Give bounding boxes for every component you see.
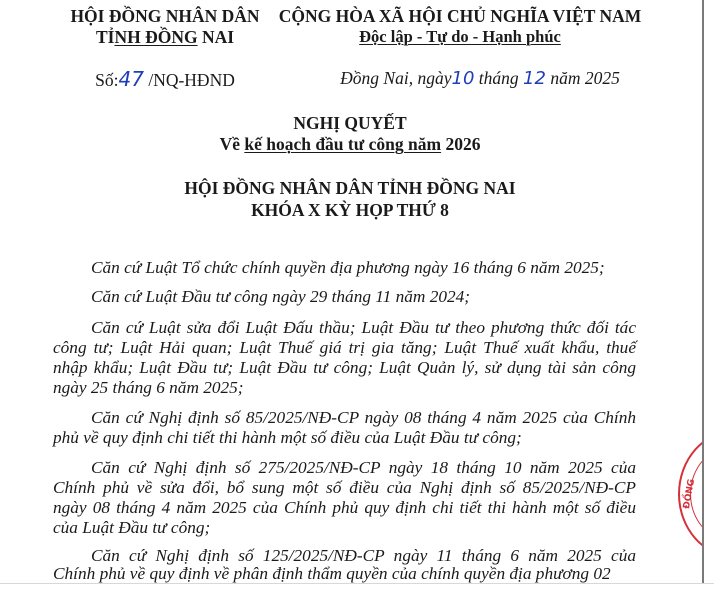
national-title: CỘNG HÒA XÃ HỘI CHỦ NGHĨA VIỆT NAM <box>278 6 642 26</box>
preamble-line: công tư; Luật Hải quan; Luật Thuế giá trị gia tăng; Luật Thuế xuất khẩu, thuế <box>53 338 636 357</box>
preamble-line: Căn cứ Luật Tổ chức chính quyền địa phương ngày 16 tháng 6 năm 2025; <box>91 258 605 277</box>
preamble-line: Căn cứ Nghị định số 275/2025/NĐ-CP ngày 18 tháng 10 năm 2025 của <box>91 458 636 477</box>
preamble-line: Căn cứ Nghị định số 125/2025/NĐ-CP ngày 11 tháng 6 năm 2025 của <box>91 546 636 565</box>
national-motto <box>270 27 650 47</box>
preamble-line: ngày 08 tháng 4 năm 2025 của Chính phủ quy định chi tiết thi hành một số điều <box>53 498 636 517</box>
subject-underlined: kế hoạch đầu tư công năm <box>244 134 442 154</box>
preamble-line: ngày 25 tháng 6 năm 2025; <box>53 378 244 397</box>
page-gap <box>0 584 714 598</box>
date-mid: tháng <box>474 68 524 88</box>
place-date <box>300 68 660 89</box>
preamble-line: phủ về quy định chi tiết thi hành một số điều của Luật Đầu tư công; <box>53 428 522 447</box>
subject-post: 2026 <box>441 134 481 154</box>
date-suffix: năm 2025 <box>545 68 620 88</box>
page-right-edge <box>702 0 704 583</box>
handwritten-number: 47 <box>118 67 144 91</box>
handwritten-day: 10 <box>451 68 475 89</box>
handwritten-month: 12 <box>523 68 546 89</box>
province-name-post: NAI <box>197 27 235 47</box>
preamble-line: Chính phủ về quy định về phân định thẩm quyền của chính quyền địa phương 02 <box>53 564 611 583</box>
issuer-line-1: HỘI ĐỒNG NHÂN DÂN TỈNH ĐỒNG NAI <box>184 178 516 198</box>
motto-text: Độc lập - Tự do - Hạnh phúc <box>359 27 561 46</box>
document-number <box>40 67 290 91</box>
preamble-line: của Luật Đầu tư công; <box>53 518 211 537</box>
province-name <box>40 27 290 48</box>
document-subject <box>150 134 550 155</box>
issuer-line-2: KHÓA X KỲ HỌP THỨ 8 <box>251 200 449 220</box>
preamble-line: Căn cứ Nghị định số 85/2025/NĐ-CP ngày 08 tháng 4 năm 2025 của Chính <box>91 408 636 427</box>
number-prefix: Số: <box>95 70 119 90</box>
province-name-pre: TỈ <box>95 27 115 47</box>
document-type: NGHỊ QUYẾT <box>293 113 407 133</box>
subject-pre: Về <box>219 134 245 154</box>
council-name: HỘI ĐỒNG NHÂN DÂN <box>70 6 260 26</box>
preamble-line: Căn cứ Luật Đầu tư công ngày 29 tháng 11 năm 2024; <box>91 287 471 306</box>
seal-text: ĐỒNG <box>682 478 698 510</box>
date-prefix: Đồng Nai, ngày <box>340 68 452 88</box>
preamble-line: nhập khẩu; Luật Đầu tư; Luật Đầu tư công; Luật Quản lý, sử dụng tài sản công <box>53 358 636 377</box>
province-name-underlined: NH ĐỒNG <box>114 27 198 47</box>
number-suffix: /NQ-HĐND <box>143 70 235 90</box>
preamble-line: Căn cứ Luật sửa đổi Luật Đấu thầu; Luật Đầu tư theo phương thức đối tác <box>91 318 636 337</box>
preamble-line: Chính phủ về sửa đổi, bổ sung một số điều của Nghị định số 85/2025/NĐ-CP <box>53 478 636 497</box>
